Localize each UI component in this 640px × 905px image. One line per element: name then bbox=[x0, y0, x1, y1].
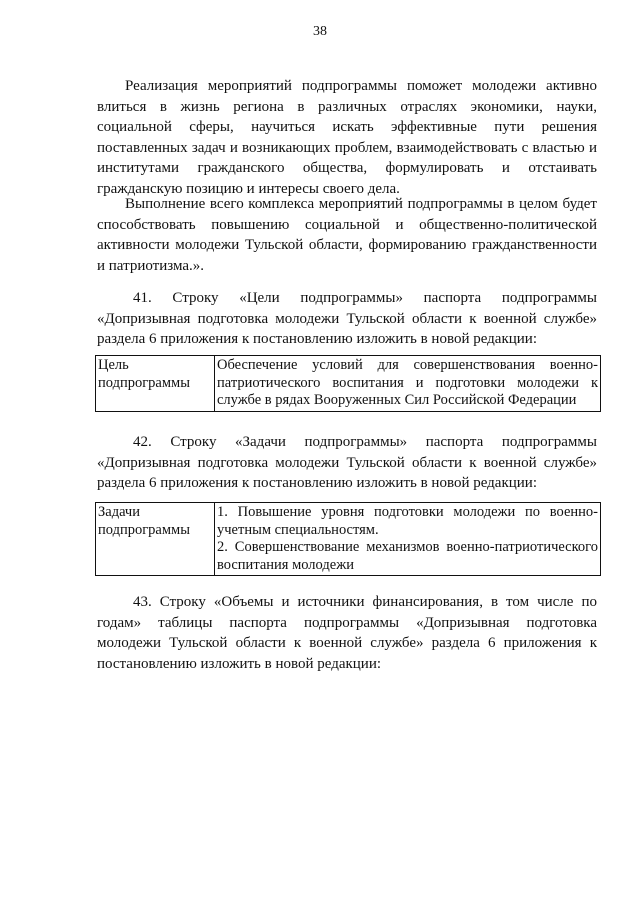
task-item: 2. Совершенствование механизмов военно-патриотического воспитания молодежи bbox=[217, 539, 598, 573]
tasks-table bbox=[95, 502, 601, 576]
table-row bbox=[96, 356, 601, 412]
paragraph-item-41: 41. Строку «Цели подпрограммы» паспорта подпрограммы «Допризывная подготовка молодежи Тульской области к военной службе» раздела 6 приложения к постановлению изложить в новой редакции: bbox=[97, 290, 597, 348]
paragraph-outcome: Выполнение всего комплекса мероприятий подпрограммы в целом будет способствовать повышению социальной и общественно-политической активности молодежи Тульской области, формированию гражданственности и патриотизма.». bbox=[97, 196, 597, 274]
paragraph-item-43: 43. Строку «Объемы и источники финансирования, в том числе по годам» таблицы паспорта подпрограммы «Допризывная подготовка молодежи Тульской области к военной службе» раздела 6 приложения к постановлению изложить в новой редакции: bbox=[97, 594, 597, 672]
goals-value-cell: Обеспечение условий для совершенствования военно-патриотического воспитания и подготовки молодежи к службе в рядах Вооруженных Сил Российской Федерации bbox=[215, 356, 601, 412]
paragraph-intro: Реализация мероприятий подпрограммы поможет молодежи активно влиться в жизнь региона в различных отраслях экономики, науки, социальной сферы, научиться искать эффективные пути решения поставленных задач и возникающих проблем, взаимодействовать с властью и институтами гражданского общества, формулировать и отстаивать гражданскую позицию и интересы своего дела. bbox=[97, 78, 597, 197]
goals-label-cell: Цель подпрограммы bbox=[96, 356, 215, 412]
tasks-value-cell bbox=[215, 503, 601, 576]
paragraph-item-42: 42. Строку «Задачи подпрограммы» паспорта подпрограммы «Допризывная подготовка молодежи Тульской области к военной службе» раздела 6 приложения к постановлению изложить в новой редакции: bbox=[97, 434, 597, 492]
task-item: 1. Повышение уровня подготовки молодежи по военно-учетным специальностям. bbox=[217, 504, 598, 538]
goals-table bbox=[95, 355, 601, 412]
page-number: 38 bbox=[313, 24, 327, 39]
table-row bbox=[96, 503, 601, 576]
tasks-label-cell: Задачи подпрограммы bbox=[96, 503, 215, 576]
